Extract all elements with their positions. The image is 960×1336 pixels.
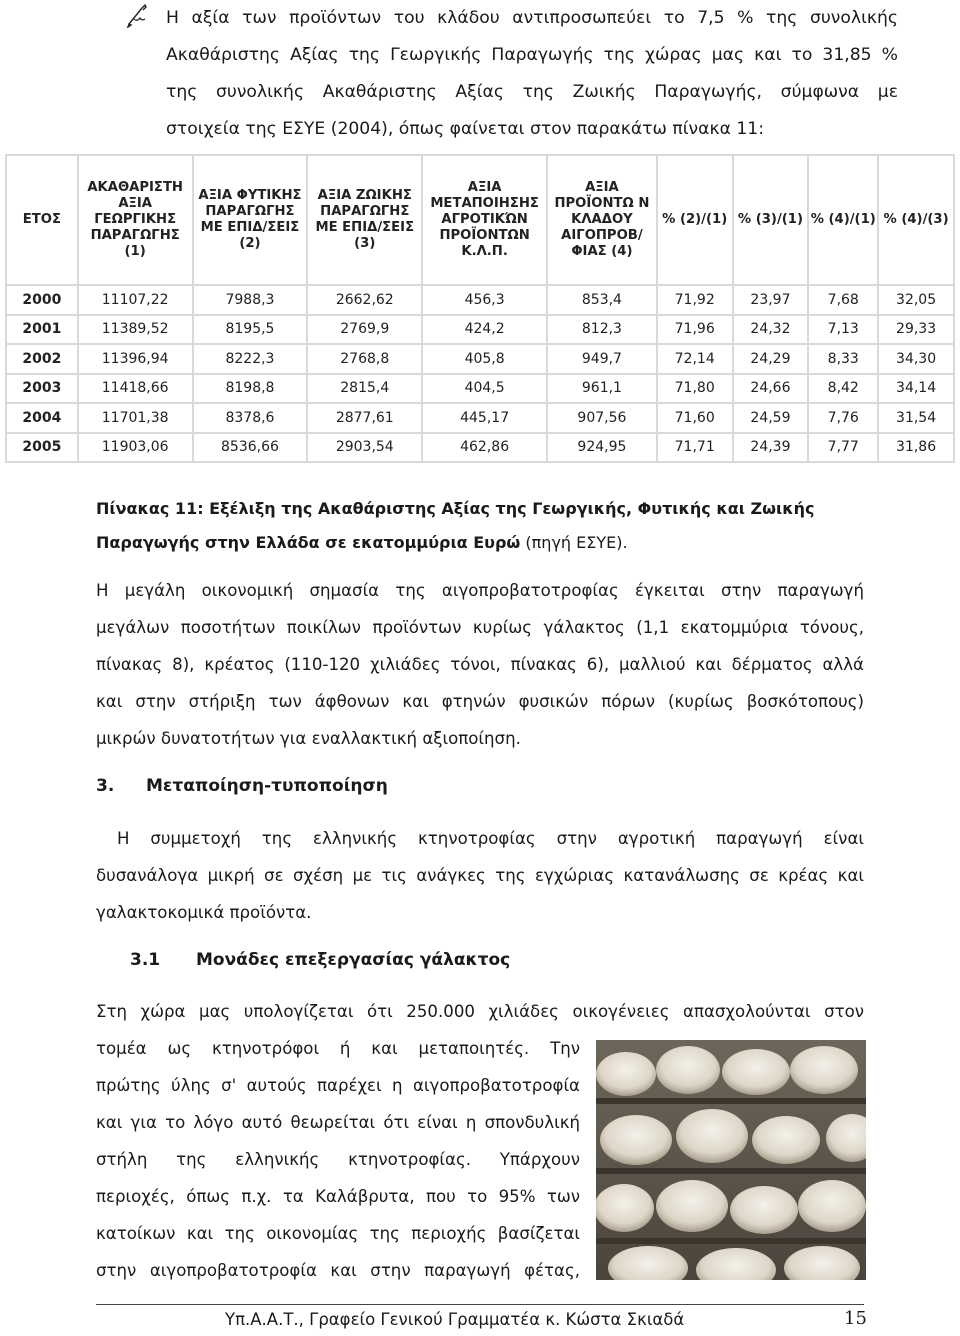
para2-line: γαλακτοκομικά προϊόντα. <box>96 903 312 922</box>
para3-line: τομέα ως κτηνοτρόφοι ή και μεταποιητές. Την <box>96 1039 580 1058</box>
header-goat-sheep: ΑΞΙΑ ΠΡΟΪΟΝΤΩ Ν ΚΛΑΔΟΥ ΑΙΓΟΠΡΟΒ/ ΦΙΑΣ (4) <box>547 155 657 285</box>
table-cell: 404,5 <box>422 374 547 404</box>
header-processing: ΑΞΙΑ ΜΕΤΑΠΟΙΗΣΗΣ ΑΓΡΟΤΙΚΏΝ ΠΡΟΪΟΝΤΩΝ Κ.Λ.Π. <box>422 155 547 285</box>
header-pct-4-1: % (4)/(1) <box>808 155 878 285</box>
page-number: 15 <box>844 1308 867 1329</box>
para1-line: και στην στήριξη των άφθονων και φτηνών φυσικών πόρων (κυρίως βοσκότοπους) <box>96 692 864 711</box>
cell-year: 2003 <box>6 374 78 404</box>
table-cell: 29,33 <box>878 315 954 345</box>
caption-bold: Πίνακας 11: Εξέλιξη της Ακαθάριστης Αξίας της Γεωργικής, Φυτικής και Ζωικής Παραγωγής στην Ελλάδα σε εκατομμύρια Ευρώ <box>96 499 815 552</box>
para3-line: στην αιγοπροβατοτροφία και στην παραγωγή φέτας, <box>96 1261 580 1280</box>
table-cell: 7,13 <box>808 315 878 345</box>
table-cell: 424,2 <box>422 315 547 345</box>
table-cell: 405,8 <box>422 344 547 374</box>
table-cell: 7988,3 <box>193 285 308 315</box>
section-3-title: Μεταποίηση-τυποποίηση <box>146 776 388 796</box>
table-cell: 71,92 <box>657 285 733 315</box>
table-cell: 71,80 <box>657 374 733 404</box>
footer-text: Υπ.Α.Α.Τ., Γραφείο Γενικού Γραμματέα κ. Κώστα Σκιαδά <box>225 1310 685 1329</box>
para1-line: Η μεγάλη οικονομική σημασία της αιγοπροβατοτροφίας έγκειται στην παραγωγή <box>96 581 864 600</box>
table-cell: 456,3 <box>422 285 547 315</box>
table-cell: 24,39 <box>733 433 809 463</box>
header-pct-4-3: % (4)/(3) <box>878 155 954 285</box>
table-caption <box>96 492 866 560</box>
table-cell: 24,32 <box>733 315 809 345</box>
table-cell: 2769,9 <box>307 315 422 345</box>
table-row <box>6 433 954 463</box>
caption-source: (πηγή ΕΣΥΕ). <box>520 533 628 552</box>
table-row <box>6 285 954 315</box>
table-cell: 8198,8 <box>193 374 308 404</box>
table-cell: 7,76 <box>808 403 878 433</box>
paragraph-dairy <box>96 1030 580 1289</box>
section-3-1-title: Μονάδες επεξεργασίας γάλακτος <box>196 950 511 970</box>
table-cell: 2768,8 <box>307 344 422 374</box>
table-header-row <box>6 155 954 285</box>
table-cell: 949,7 <box>547 344 657 374</box>
table-cell: 2815,4 <box>307 374 422 404</box>
table-cell: 11418,66 <box>78 374 193 404</box>
para3-line: περιοχές, όπως π.χ. τα Καλάβρυτα, που το 95% των <box>96 1187 580 1206</box>
table-cell: 24,59 <box>733 403 809 433</box>
table-row <box>6 315 954 345</box>
table-cell: 71,60 <box>657 403 733 433</box>
table-cell: 462,86 <box>422 433 547 463</box>
table-cell: 445,17 <box>422 403 547 433</box>
header-pct-2-1: % (2)/(1) <box>657 155 733 285</box>
section-3-1-number: 3.1 <box>130 950 161 970</box>
table-cell: 34,30 <box>878 344 954 374</box>
intro-paragraph <box>128 0 898 148</box>
table-row <box>6 403 954 433</box>
table-cell: 8378,6 <box>193 403 308 433</box>
footer-divider <box>96 1304 864 1305</box>
table-cell: 24,66 <box>733 374 809 404</box>
intro-line-3: της συνολικής Ακαθάριστης Αξίας της Ζωικής Παραγωγής, σύμφωνα με <box>166 82 898 102</box>
para2-line: δυσανάλογα μικρή σε σχέση με τις ανάγκες της εγχώριας κατανάλωσης σε κρέας και <box>96 866 864 885</box>
table-cell: 71,96 <box>657 315 733 345</box>
cell-year: 2002 <box>6 344 78 374</box>
table-cell: 11903,06 <box>78 433 193 463</box>
header-year: ΕΤΟΣ <box>6 155 78 285</box>
intro-line-4: στοιχεία της ΕΣΥΕ (2004), όπως φαίνεται στον παρακάτω πίνακα 11: <box>166 119 765 139</box>
agricultural-value-table <box>5 154 955 463</box>
table-cell: 11107,22 <box>78 285 193 315</box>
table-cell: 8536,66 <box>193 433 308 463</box>
header-gross-agri: ΑΚΑΘΑΡΙΣΤΗ ΑΞΙΑ ΓΕΩΡΓΙΚΗΣ ΠΑΡΑΓΩΓΗΣ (1) <box>78 155 193 285</box>
cheese-wheels-image <box>596 1040 866 1280</box>
para3-line: και για το λόγο αυτό θεωρείται ότι είναι η σπονδυλική <box>96 1113 580 1132</box>
paragraph-economic-importance <box>96 572 864 757</box>
para1-line: πίνακας 8), κρέατος (110-120 χιλιάδες τόνοι, πίνακας 6), μαλλιού και δέρματος αλλά <box>96 655 864 674</box>
header-livestock: ΑΞΙΑ ΖΩΙΚΗΣ ΠΑΡΑΓΩΓΗΣ ΜΕ ΕΠΙΔ/ΣΕΙΣ (3) <box>307 155 422 285</box>
intro-line-2: Ακαθάριστης Αξίας της Γεωργικής Παραγωγής της χώρας μας και το 31,85 % <box>166 45 898 65</box>
table-cell: 24,29 <box>733 344 809 374</box>
header-crop: ΑΞΙΑ ΦΥΤΙΚΗΣ ΠΑΡΑΓΩΓΗΣ ΜΕ ΕΠΙΔ/ΣΕΙΣ (2) <box>193 155 308 285</box>
table-cell: 924,95 <box>547 433 657 463</box>
table-cell: 34,14 <box>878 374 954 404</box>
table-cell: 23,97 <box>733 285 809 315</box>
para1-line: μικρών δυνατοτήτων για εναλλακτική αξιοποίηση. <box>96 729 521 748</box>
table-cell: 2877,61 <box>307 403 422 433</box>
table-cell: 2662,62 <box>307 285 422 315</box>
paragraph-dairy-first-line <box>96 993 864 1030</box>
cell-year: 2001 <box>6 315 78 345</box>
table-cell: 8195,5 <box>193 315 308 345</box>
table-cell: 907,56 <box>547 403 657 433</box>
writing-hand-icon <box>126 2 148 28</box>
section-3-number: 3. <box>96 776 115 796</box>
para3-line: κατοίκων και της οικονομίας της περιοχής βασίζεται <box>96 1224 580 1243</box>
table-cell: 11389,52 <box>78 315 193 345</box>
table-cell: 7,68 <box>808 285 878 315</box>
cheese-wheels-photo <box>596 1040 866 1280</box>
table-cell: 31,54 <box>878 403 954 433</box>
header-pct-3-1: % (3)/(1) <box>733 155 809 285</box>
para3-line: πρώτης ύλης σ' αυτούς παρέχει η αιγοπροβατοτροφία <box>96 1076 580 1095</box>
para3-line: Στη χώρα μας υπολογίζεται ότι 250.000 χιλιάδες οικογένειες απασχολούνται στον <box>96 1002 864 1021</box>
table-cell: 853,4 <box>547 285 657 315</box>
cell-year: 2000 <box>6 285 78 315</box>
cell-year: 2004 <box>6 403 78 433</box>
table-cell: 7,77 <box>808 433 878 463</box>
para2-line: Η συμμετοχή της ελληνικής κτηνοτροφίας στην αγροτική παραγωγή είναι <box>96 829 864 848</box>
table-cell: 961,1 <box>547 374 657 404</box>
intro-line-1: Η αξία των προϊόντων του κλάδου αντιπροσωπεύει το 7,5 % της συνολικής <box>166 8 898 28</box>
table-row <box>6 374 954 404</box>
table-cell: 8,33 <box>808 344 878 374</box>
table-cell: 2903,54 <box>307 433 422 463</box>
para3-line: στήλη της ελληνικής κτηνοτροφίας. Υπάρχουν <box>96 1150 580 1169</box>
table-cell: 71,71 <box>657 433 733 463</box>
table-cell: 11396,94 <box>78 344 193 374</box>
para1-line: μεγάλων ποσοτήτων ποικίλων προϊόντων κυρίως γάλακτος (1,1 εκατομμύρια τόνους, <box>96 618 864 637</box>
table-cell: 31,86 <box>878 433 954 463</box>
table-cell: 8222,3 <box>193 344 308 374</box>
table-row <box>6 344 954 374</box>
paragraph-participation <box>96 820 864 931</box>
cell-year: 2005 <box>6 433 78 463</box>
table-cell: 8,42 <box>808 374 878 404</box>
table-cell: 11701,38 <box>78 403 193 433</box>
table-cell: 32,05 <box>878 285 954 315</box>
table-cell: 812,3 <box>547 315 657 345</box>
table-cell: 72,14 <box>657 344 733 374</box>
